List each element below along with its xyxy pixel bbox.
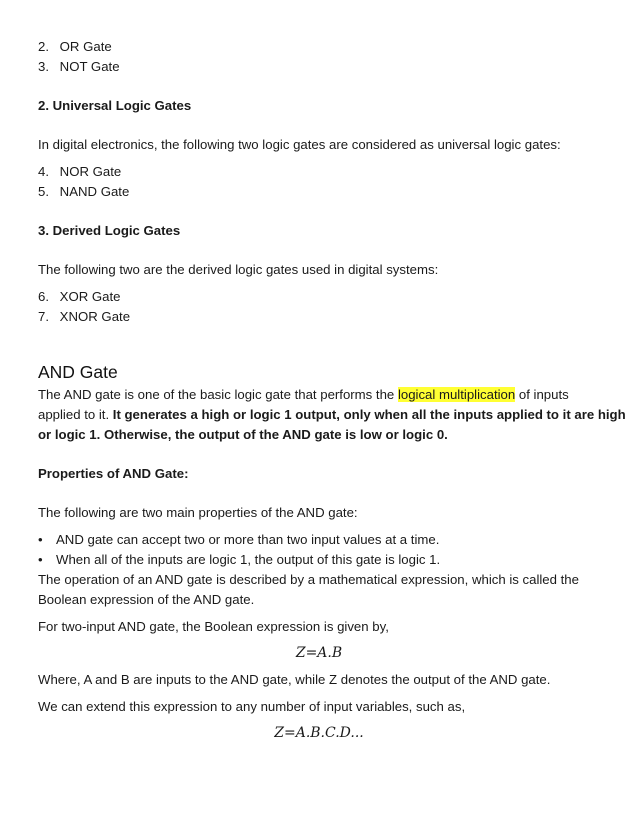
bullet-item: • AND gate can accept two or more than two input values at a time.: [38, 530, 439, 550]
section-heading-derived: 3. Derived Logic Gates: [38, 223, 181, 238]
formula-extended: Z=A.B.C.D...: [274, 725, 364, 741]
list-item-label: OR Gate: [59, 39, 112, 54]
bullet-item: • When all of the inputs are logic 1, the output of this gate is logic 1.: [38, 550, 440, 570]
and-gate-paragraph-line-2: applied to it. It generates a high or logic 1 output, only when all the inputs applied to it are high: [38, 407, 626, 422]
list-item: 6. XOR Gate: [38, 289, 121, 304]
bullet-icon: •: [38, 552, 43, 567]
operation-line-2: Boolean expression of the AND gate.: [38, 592, 255, 607]
list-item-label: XOR Gate: [59, 289, 121, 304]
list-item-label: XNOR Gate: [59, 309, 131, 324]
list-item: 2. OR Gate: [38, 39, 112, 54]
bullet-icon: •: [38, 532, 43, 547]
derived-intro: The following two are the derived logic gates used in digital systems:: [38, 262, 439, 277]
two-input-text: For two-input AND gate, the Boolean expression is given by,: [38, 619, 389, 634]
where-text: Where, A and B are inputs to the AND gate, while Z denotes the output of the AND gate.: [38, 672, 551, 687]
extend-text: We can extend this expression to any number of input variables, such as,: [38, 699, 466, 714]
list-item: 7. XNOR Gate: [38, 309, 131, 324]
and-gate-title: AND Gate: [38, 362, 118, 382]
list-item: 4. NOR Gate: [38, 164, 122, 179]
list-item: 3. NOT Gate: [38, 59, 120, 74]
list-item-label: NOT Gate: [59, 59, 120, 74]
properties-intro: The following are two main properties of the AND gate:: [38, 505, 358, 520]
properties-heading: Properties of AND Gate:: [38, 466, 189, 481]
operation-line-1: The operation of an AND gate is described by a mathematical expression, which is called the: [38, 572, 579, 587]
and-gate-paragraph-line-1: The AND gate is one of the basic logic gate that performs the logical multiplication of inputs: [38, 387, 569, 402]
list-item-label: NOR Gate: [59, 164, 122, 179]
highlighted-link[interactable]: logical multiplication: [397, 387, 516, 402]
list-item: 5. NAND Gate: [38, 184, 130, 199]
universal-intro: In digital electronics, the following two logic gates are considered as universal logic gates:: [38, 137, 561, 152]
list-item-label: NAND Gate: [59, 184, 130, 199]
and-gate-paragraph-line-3: or logic 1. Otherwise, the output of the AND gate is low or logic 0.: [38, 427, 448, 442]
section-heading-universal: 2. Universal Logic Gates: [38, 98, 192, 113]
formula-two-input: Z=A.B: [295, 645, 343, 661]
